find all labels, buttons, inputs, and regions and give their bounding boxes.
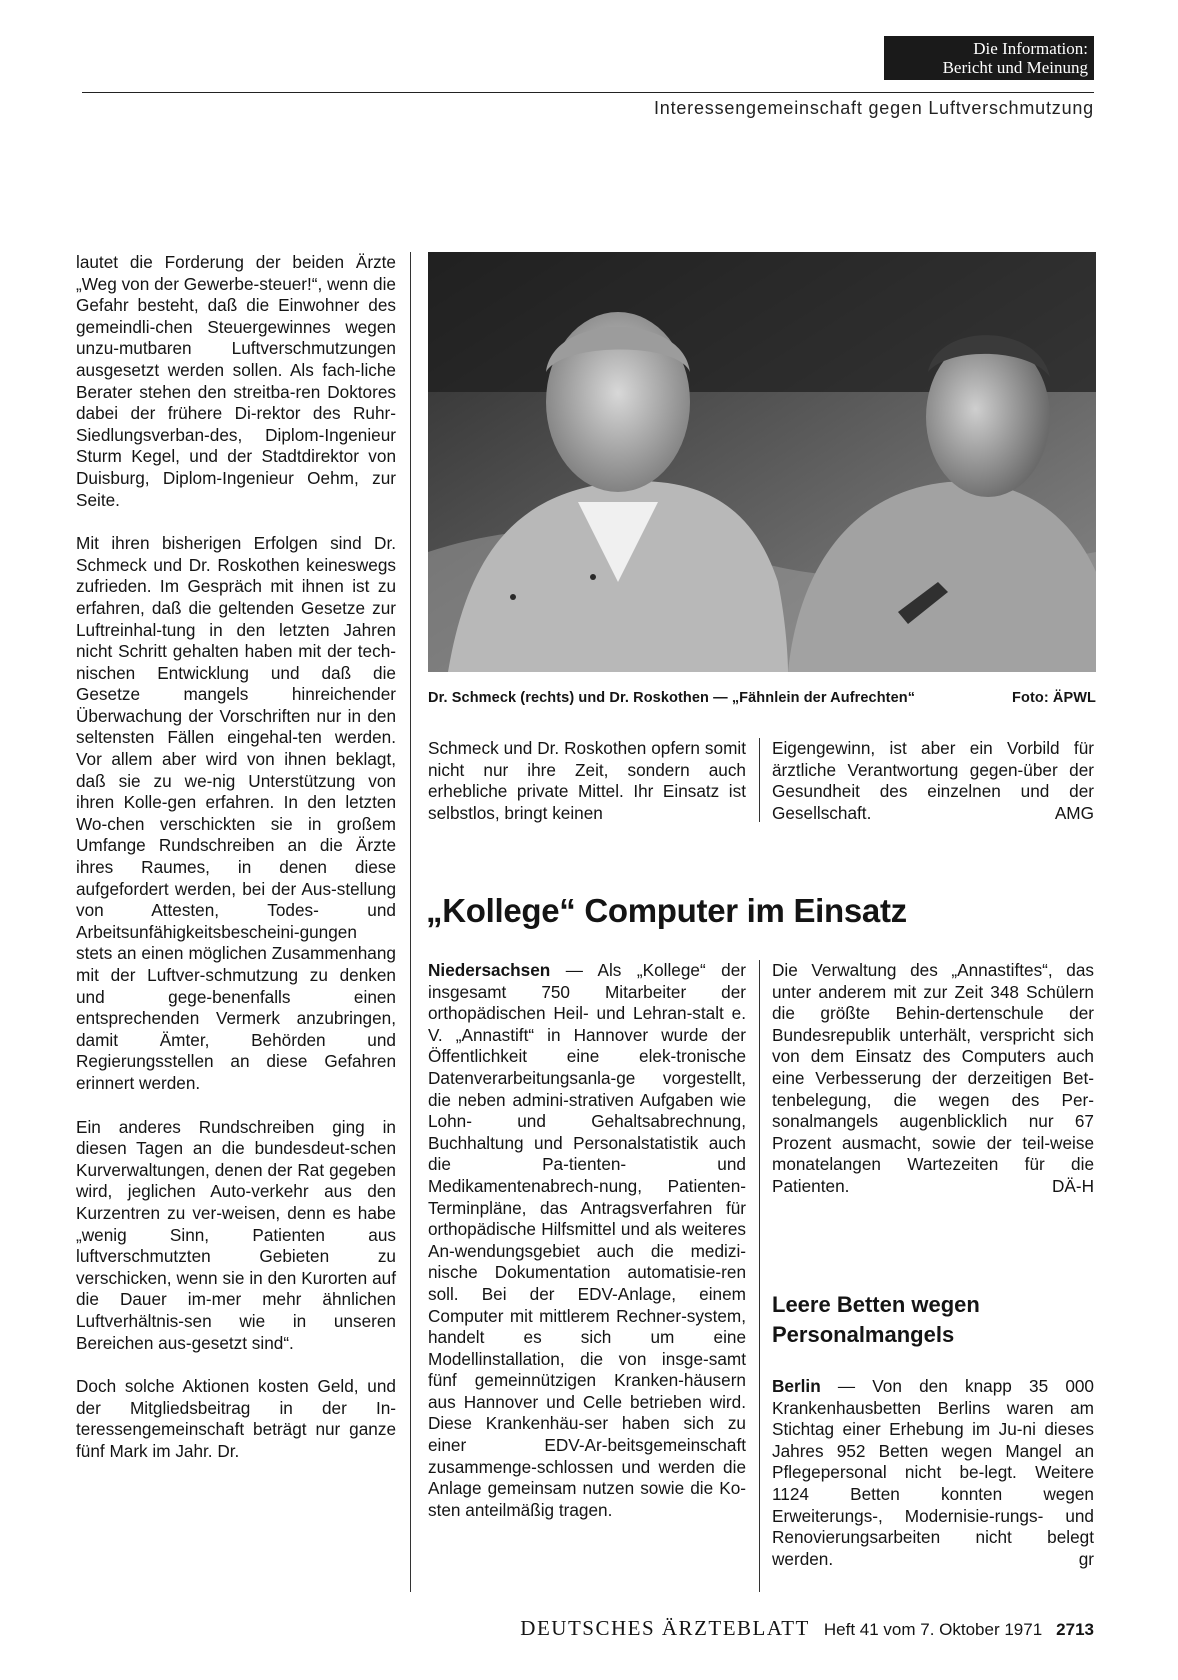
continuation-left-text: Schmeck und Dr. Roskothen opfern somit nicht nur ihre Zeit, sondern auch erhebliche private Mittel. Ihr Einsatz ist selbstlos, bringt keinen xyxy=(428,738,746,823)
rubric-line-2: Bericht und Meinung xyxy=(942,58,1088,77)
issue-info: Heft 41 vom 7. Oktober 1971 xyxy=(823,1620,1043,1639)
computer-article-paragraph-2 xyxy=(772,960,1094,1198)
berlin-article-paragraph xyxy=(772,1376,1094,1570)
page-number: 2713 xyxy=(1056,1620,1094,1639)
column-divider-right xyxy=(759,960,760,1592)
masthead: DEUTSCHES ÄRZTEBLATT xyxy=(520,1616,810,1640)
continuation-right-text: Eigengewinn, ist aber ein Vorbild für ärztliche Verantwortung gegen-über der Gesundheit des einzelnen und der Gesellschaft. xyxy=(772,738,1094,823)
berlin-article xyxy=(772,1376,1094,1592)
caption-text: Dr. Schmeck (rechts) und Dr. Roskothen — „Fähnlein der Aufrechten“ xyxy=(428,690,916,706)
photo-caption xyxy=(428,690,1096,706)
header-rule xyxy=(82,92,1094,93)
computer-article-column-2 xyxy=(772,960,1094,1220)
continuation-right xyxy=(772,738,1094,846)
photo-doctors xyxy=(428,252,1096,672)
signature-gr: gr xyxy=(1078,1548,1094,1569)
left-paragraph-2: Mit ihren bisherigen Erfolgen sind Dr. Schmeck und Dr. Roskothen keineswegs zufrieden. Im Gespräch mit ihnen ist zu erfahren, daß die geltenden Gesetze zur Luftreinhal-tung in den letzten Jahren nicht Schritt gehalten haben mit der tech-nischen Entwicklung und daß die Gesetze mangels hinreichender Überwachung der Vorschriften nur in den seltensten Fällen eingehal-ten werden. Vor allem aber wird von ihnen beklagt, daß sie zu we-nig Unterstützung von ihren Kolle-gen erfahren. In den letzten Wo-chen verschickten sie in großem Umfange Rundschreiben an die Ärzte ihres Raumes, in denen diese aufgefordert werden, bei der Aus-stellung von Attesten, Todes- und Arbeitsunfähigkeitsbescheini-gungen stets an einen möglichen Zusammenhang mit der Luftver-schmutzung zu denken und gege-benenfalls einen entsprechenden Vermerk anzubringen, damit Ämter, Behörden und Regierungsstellen an diese Gefahren erinnert werden. xyxy=(76,533,396,1093)
computer-article-body-2: Die Verwaltung des „Annastiftes“, das unter anderem mit zur Zeit 348 Schülern die größte Behin-dertenschule der Bundesrepublik unterhält, verspricht sich von dem Einsatz des Computers auch eine Verbesserung der derzeitigen Bet-tenbelegung, die wegen des Per-sonalmangels augenblicklich nur 67 Prozent ausmacht, sowie der teil-weise monatelangen Wartezeiten für die Patienten. xyxy=(772,960,1094,1196)
signature-amg: AMG xyxy=(1054,802,1094,823)
left-paragraph-4: Doch solche Aktionen kosten Geld, und der Mitgliedsbeitrag in der In-teressengemeinschaft beträgt nur ganze fünf Mark im Jahr. Dr. xyxy=(76,1376,396,1461)
section-title: Interessengemeinschaft gegen Luftverschmutzung xyxy=(653,98,1094,118)
rubric-line-1: Die Information: xyxy=(973,39,1088,58)
dateline-berlin: Berlin xyxy=(772,1376,821,1396)
headline-leere-betten: Leere Betten wegen Personalmangels xyxy=(772,1292,980,1347)
column-divider-continuation xyxy=(759,738,760,822)
computer-article-body: — Als „Kollege“ der insgesamt 750 Mitarbeiter der orthopädischen Heil- und Lehran-stalt e. V. „Annastift“ in Hannover wurde der Öffentlichkeit eine elek-tronische Datenverarbeitungsanla-ge vorgestellt, die neben admini-strativen Aufgaben wie Lohn- und Gehaltsabrechnung, Buchhaltung und Personalstatistik auch die Pa-tienten- und Medikamentenabrech-nung, Patienten-Terminpläne, das Antragsverfahren für orthopädische Hilfsmittel und als weiteres An-wendungsgebiet auch die medizi-nische Dokumentation automatisie-ren soll. Bei der EDV-Anlage, einem Computer mit mittlerem Rechner-system, handelt es sich um eine Modellinstallation, die von insge-samt fünf gemeinnützigen Kranken-häusern aus Hannover und Celle betrieben wird. Diese Krankenhäu-ser haben sich zu einer EDV-Ar-beitsgemeinschaft zusammenge-schlossen und werden die Anlage gemeinsam nutzen sowie die Ko-sten anteilmäßig tragen. xyxy=(428,960,746,1520)
headline-computer: „Kollege“ Computer im Einsatz xyxy=(426,892,907,929)
left-paragraph-1: lautet die Forderung der beiden Ärzte „Weg von der Gewerbe-steuer!“, wenn die Gefahr besteht, daß die Einwohner des gemeindli-chen Steuergewinnes wegen unzu-mutbaren Luftverschmutzungen ausgesetzt werden sollen. Als fach-liche Berater stehen den streitba-ren Doktores dabei der frühere Di-rektor des Ruhr-Siedlungsverban-des, Diplom-Ingenieur Sturm Kegel, und der Stadtdirektor von Duisburg, Diplom-Ingenieur Oehm, zur Seite. xyxy=(76,252,396,510)
continuation-left xyxy=(428,738,746,846)
left-paragraph-3: Ein anderes Rundschreiben ging in diesen Tagen an die bundesdeut-schen Kurverwaltungen, denen der Rat gegeben wird, jeglichen Auto-verkehr aus den Kurzentren zu ver-weisen, denn es habe „wenig Sinn, Patienten aus luftverschmutzten Gebieten zu verschicken, wenn sie in den Kurorten auf die Dauer im-mer mehr ähnlichen Luftverhältnis-sen wie in unseren Bereichen aus-gesetzt sind“. xyxy=(76,1116,396,1353)
computer-article-paragraph xyxy=(428,960,746,1521)
dateline-niedersachsen: Niedersachsen xyxy=(428,960,551,980)
page-footer xyxy=(520,1616,1094,1641)
computer-article-column-1 xyxy=(428,960,746,1543)
photo-image xyxy=(428,252,1096,672)
photo-credit: Foto: ÄPWL xyxy=(1012,690,1096,706)
signature-dah: DÄ-H xyxy=(1051,1175,1094,1196)
continuation-right-paragraph xyxy=(772,738,1094,824)
rubric-badge xyxy=(884,36,1094,80)
left-column xyxy=(76,252,396,1484)
berlin-article-body: — Von den knapp 35 000 Krankenhausbetten Berlins waren am Stichtag einer Erhebung im Ju-ni dieses Jahres 952 Betten wegen Mangel an Pflegepersonal nicht be-legt. Weitere 1124 Betten konnten wegen Erweiterungs-, Modernisie-rungs- und Renovierungsarbeiten nicht belegt werden. xyxy=(772,1376,1094,1569)
column-divider-left xyxy=(410,252,411,1592)
